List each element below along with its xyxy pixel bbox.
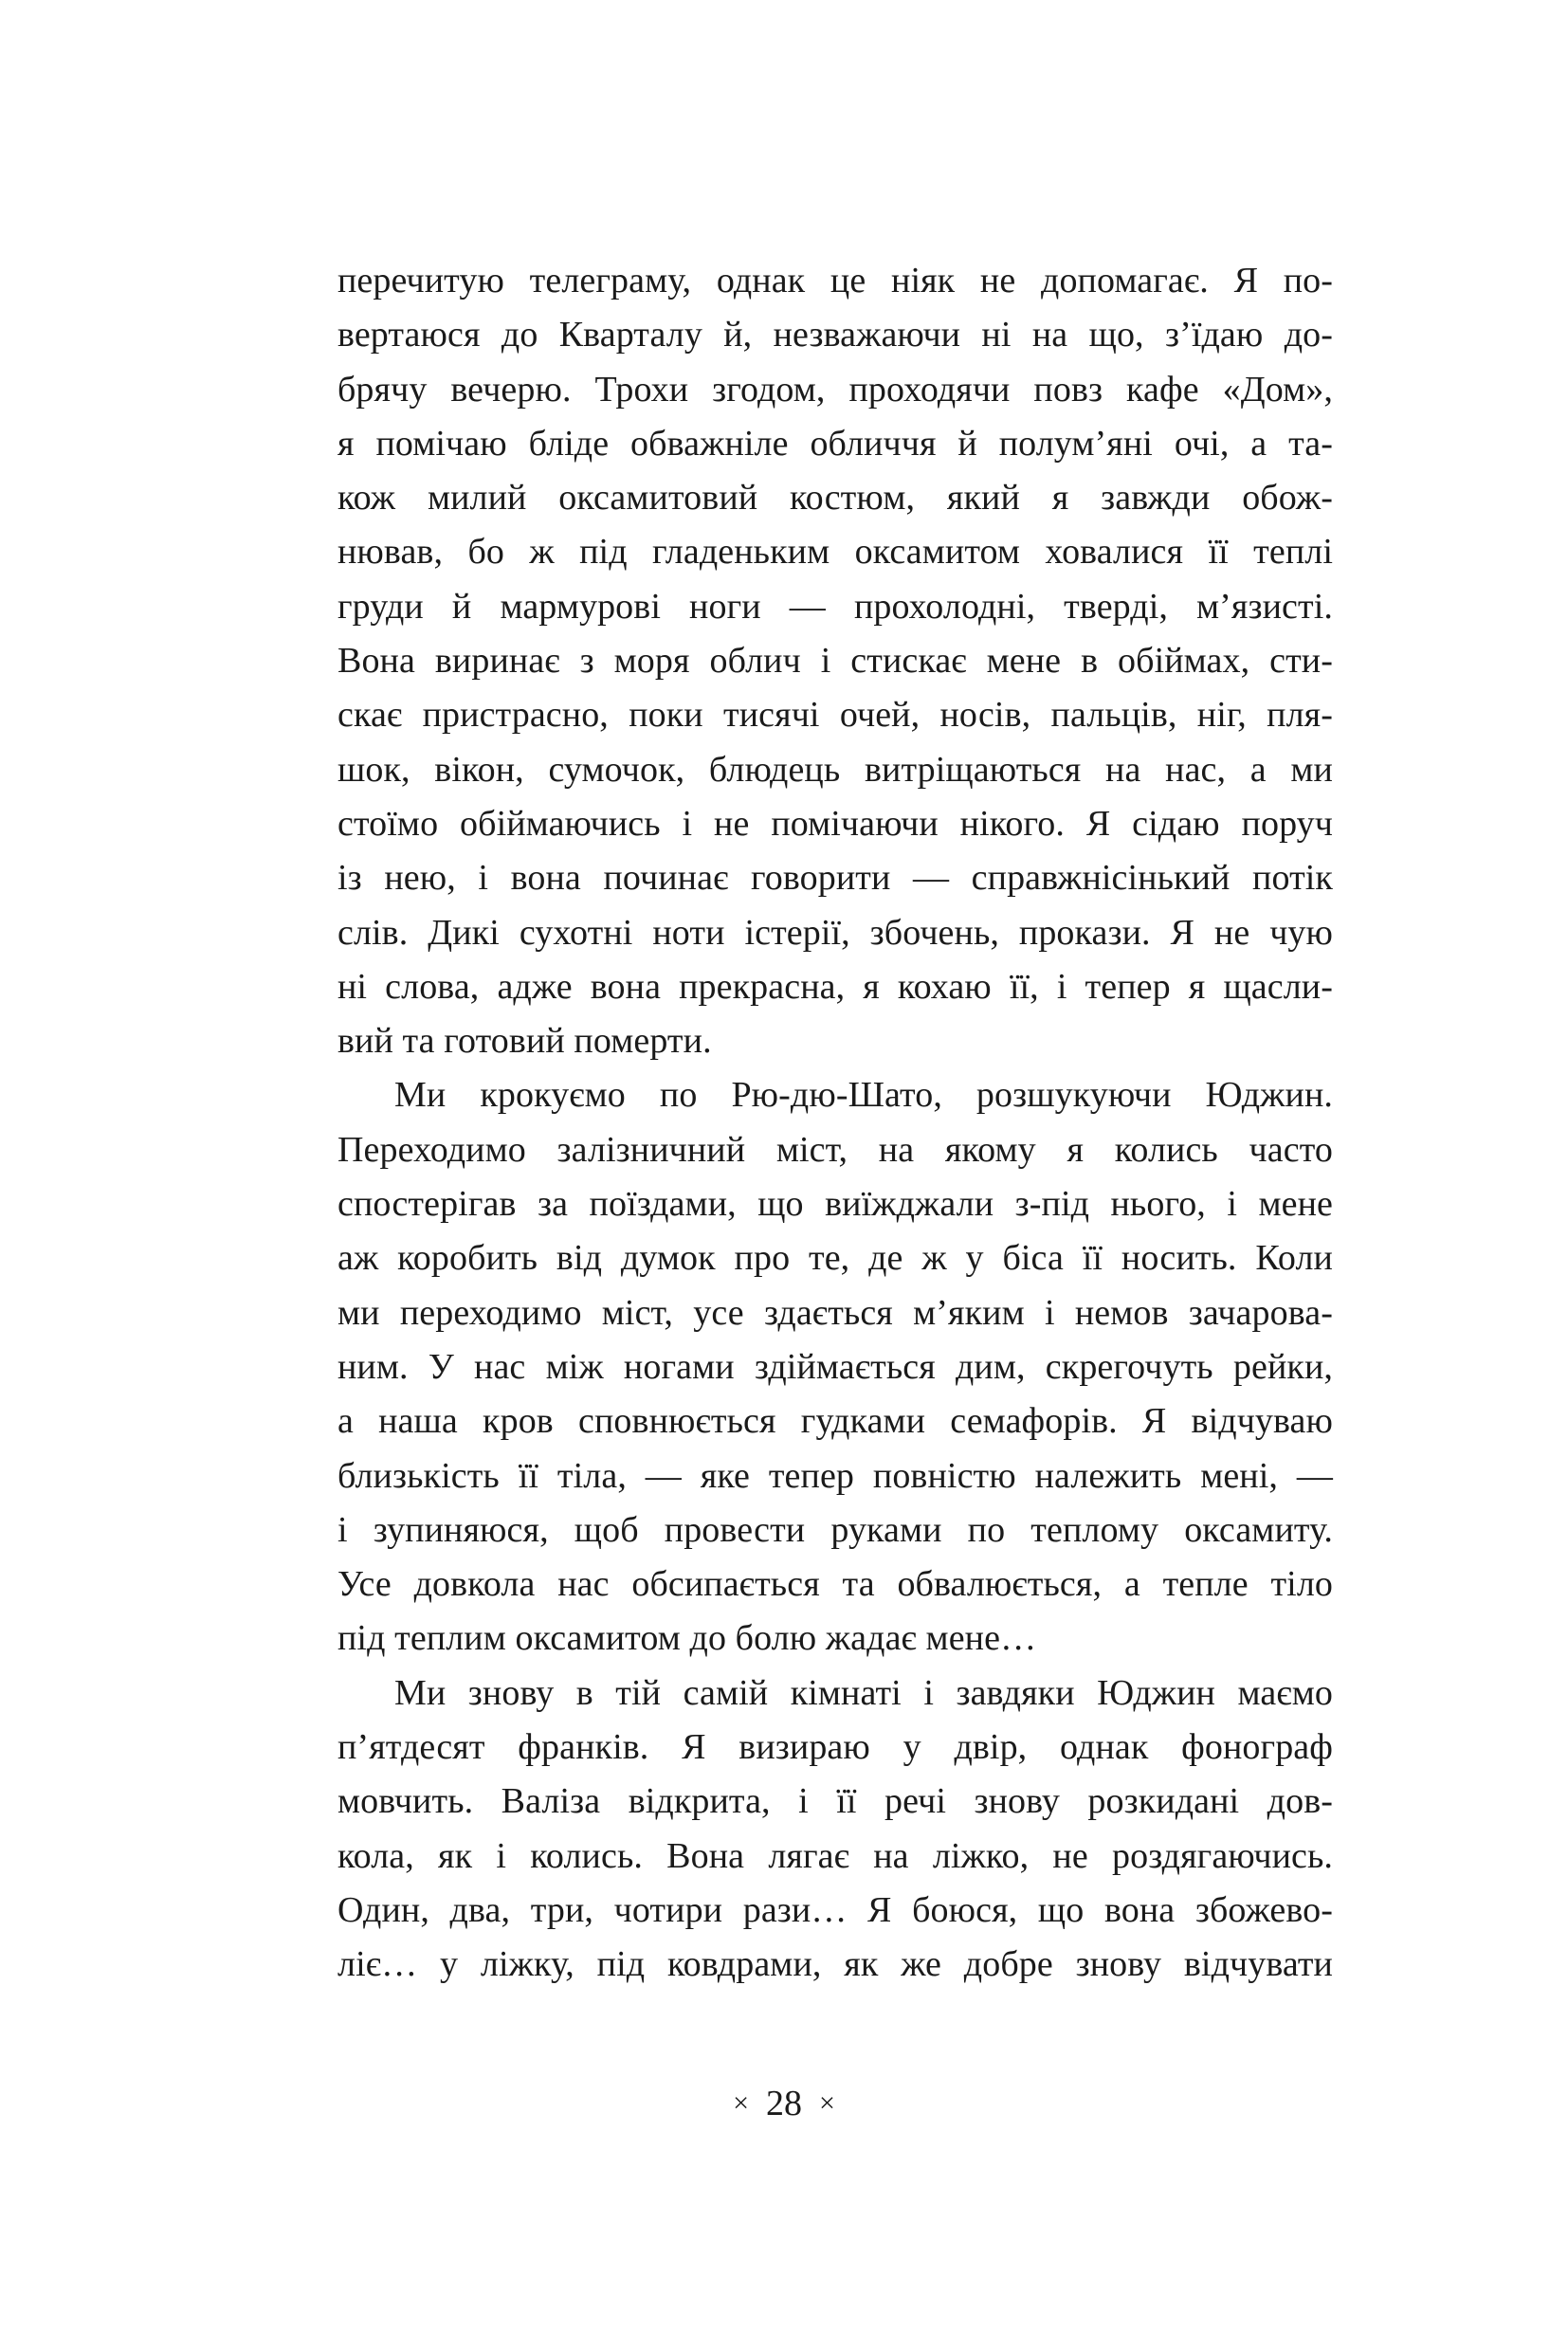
ornament-right: × [819,2087,835,2119]
text-line: вертаюся до Кварталу й, незважаючи ні на що, з’їдаю до- [337,315,1333,355]
text-line: шок, вікон, сумочок, блюдець витріщаються на нас, а ми [337,749,1333,790]
text-line: мовчить. Валіза відкрита, і її речі знову розкидані дов- [337,1781,1333,1822]
text-line: п’ятдесят франків. Я визираю у двір, однак фонограф [337,1727,1333,1768]
body-text [337,254,1333,1993]
text-line: кож милий оксамитовий костюм, який я завжди обож- [337,478,1333,519]
text-line: кола, як і колись. Вона лягає на ліжко, не роздягаючись. [337,1835,1333,1876]
paragraph-first-line: Ми крокуємо по Рю-дю-Шато, розшукуючи Юджин. [394,1075,1333,1116]
text-line: Вона виринає з моря облич і стискає мене в обіймах, сти- [337,641,1333,682]
text-line: і зупиняюся, щоб провести руками по теплому оксамиту. [337,1509,1333,1550]
text-line: а наша кров сповнюється гудками семафорів. Я відчуваю [337,1401,1333,1442]
text-line: слів. Дикі сухотні ноти істерії, збочень, прокази. Я не чую [337,912,1333,953]
text-line: близькість її тіла, — яке тепер повністю належить мені, — [337,1455,1333,1496]
text-line: я помічаю бліде обважніле обличчя й полум’яні очі, а та- [337,423,1333,464]
text-line: вий та готовий померти. [337,1021,712,1062]
text-line: під теплим оксамитом до болю жадає мене… [337,1618,1037,1659]
text-line: брячу вечерю. Трохи згодом, проходячи повз кафе «Дом», [337,369,1333,410]
text-line: Переходимо залізничний міст, на якому я колись часто [337,1129,1333,1170]
text-line: із нею, і вона починає говорити — справжнісінький потік [337,858,1333,899]
paragraph-first-line: Ми знову в тій самій кімнаті і завдяки Юджин маємо [394,1672,1333,1713]
text-line: перечитую телеграму, однак це ніяк не допомагає. Я по- [337,261,1333,301]
text-line: ним. У нас між ногами здіймається дим, скрегочуть рейки, [337,1346,1333,1387]
ornament-left: × [733,2087,749,2119]
page-number: 28 [766,2084,802,2123]
text-line: нював, бо ж під гладеньким оксамитом ховалися її теплі [337,532,1333,573]
text-line: груди й мармурові ноги — прохолодні, тверді, м’язисті. [337,586,1333,627]
text-line: ні слова, адже вона прекрасна, я кохаю її, і тепер я щасли- [337,966,1333,1007]
text-line: ми переходимо міст, усе здається м’яким і немов зачарова- [337,1292,1333,1333]
text-line: ліє… у ліжку, під ковдрами, як же добре знову відчувати [337,1944,1333,1985]
text-line: Один, два, три, чотири рази… Я боюся, що вона збожево- [337,1889,1333,1930]
text-line: аж коробить від думок про те, де ж у біса її носить. Коли [337,1238,1333,1279]
text-line: стоїмо обіймаючись і не помічаючи нікого. Я сідаю поруч [337,803,1333,844]
text-line: скає пристрасно, поки тисячі очей, носів, пальців, ніг, пля- [337,695,1333,736]
text-line: спостерігав за поїздами, що виїжджали з-під нього, і мене [337,1184,1333,1225]
text-line: Усе довкола нас обсипається та обвалюється, а тепле тіло [337,1564,1333,1605]
page-footer [0,2081,1568,2129]
